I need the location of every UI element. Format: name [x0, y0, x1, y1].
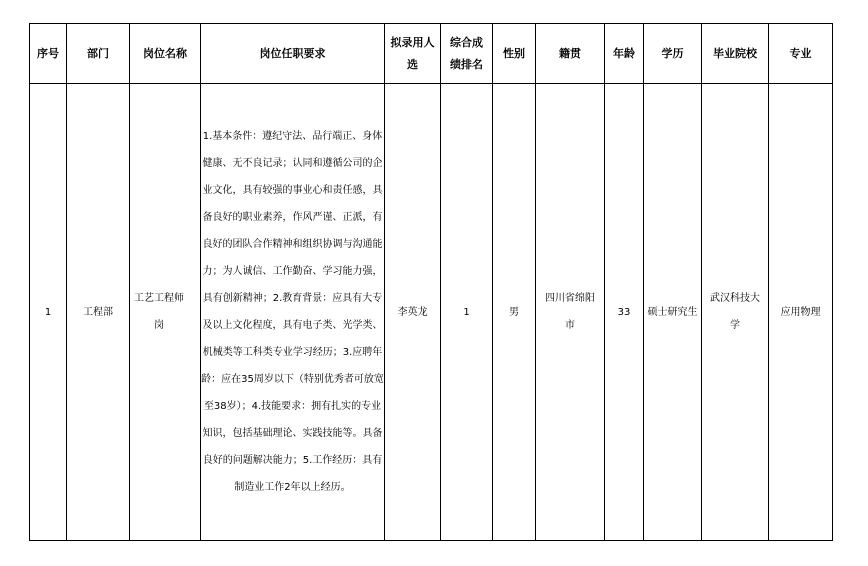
table-row: [30, 84, 833, 541]
cell-rank: 1: [441, 84, 493, 541]
cell-origin: [536, 84, 605, 541]
cell-seq: 1: [30, 84, 67, 541]
cell-age: 33: [605, 84, 644, 541]
header-rank-label: 综合成绩排名: [450, 35, 483, 71]
cell-education-text: 硕士研究生: [647, 306, 698, 318]
header-row: [30, 24, 833, 84]
header-seq: 序号: [30, 24, 67, 84]
header-candidate: [385, 24, 441, 84]
cell-major: 应用物理: [769, 84, 833, 541]
header-candidate-label: 拟录用人选: [390, 35, 435, 71]
header-dept: 部门: [67, 24, 130, 84]
cell-position: [130, 84, 201, 541]
cell-school-text: 武汉科技大学: [710, 293, 760, 331]
cell-requirements: 1.基本条件：遵纪守法、品行端正、身体健康、无不良记录；认同和遵循公司的企业文化，具有较强的事业心和责任感，具备良好的职业素养，作风严谨、正派，有良好的团队合作精神和组织协调与沟通能力；为人诚信、工作勤奋、学习能力强，具有创新精神；2.教育背景：应具有大专及以上文化程度，具有电子类、光学类、机械类等工科类专业学习经历；3.应聘年龄：应在35周岁以下（特别优秀者可放宽至38岁）；4.技能要求：拥有扎实的专业知识，包括基础理论、实践技能等。具备良好的问题解决能力；5.工作经历：具有制造业工作2年以上经历。: [201, 84, 385, 541]
cell-candidate: 李英龙: [385, 84, 441, 541]
cell-position-text: 工艺工程师岗: [134, 293, 184, 331]
header-major: 专业: [769, 24, 833, 84]
header-school: 毕业院校: [702, 24, 769, 84]
cell-dept: 工程部: [67, 84, 130, 541]
header-position: 岗位名称: [130, 24, 201, 84]
cell-origin-text: 四川省绵阳市: [545, 293, 595, 331]
header-gender: 性别: [493, 24, 536, 84]
header-education: 学历: [644, 24, 702, 84]
cell-gender: 男: [493, 84, 536, 541]
cell-school: [702, 84, 769, 541]
cell-education: [644, 84, 702, 541]
header-origin: 籍贯: [536, 24, 605, 84]
job-candidate-table: [29, 23, 833, 541]
header-age: 年龄: [605, 24, 644, 84]
header-rank: [441, 24, 493, 84]
header-requirements: 岗位任职要求: [201, 24, 385, 84]
